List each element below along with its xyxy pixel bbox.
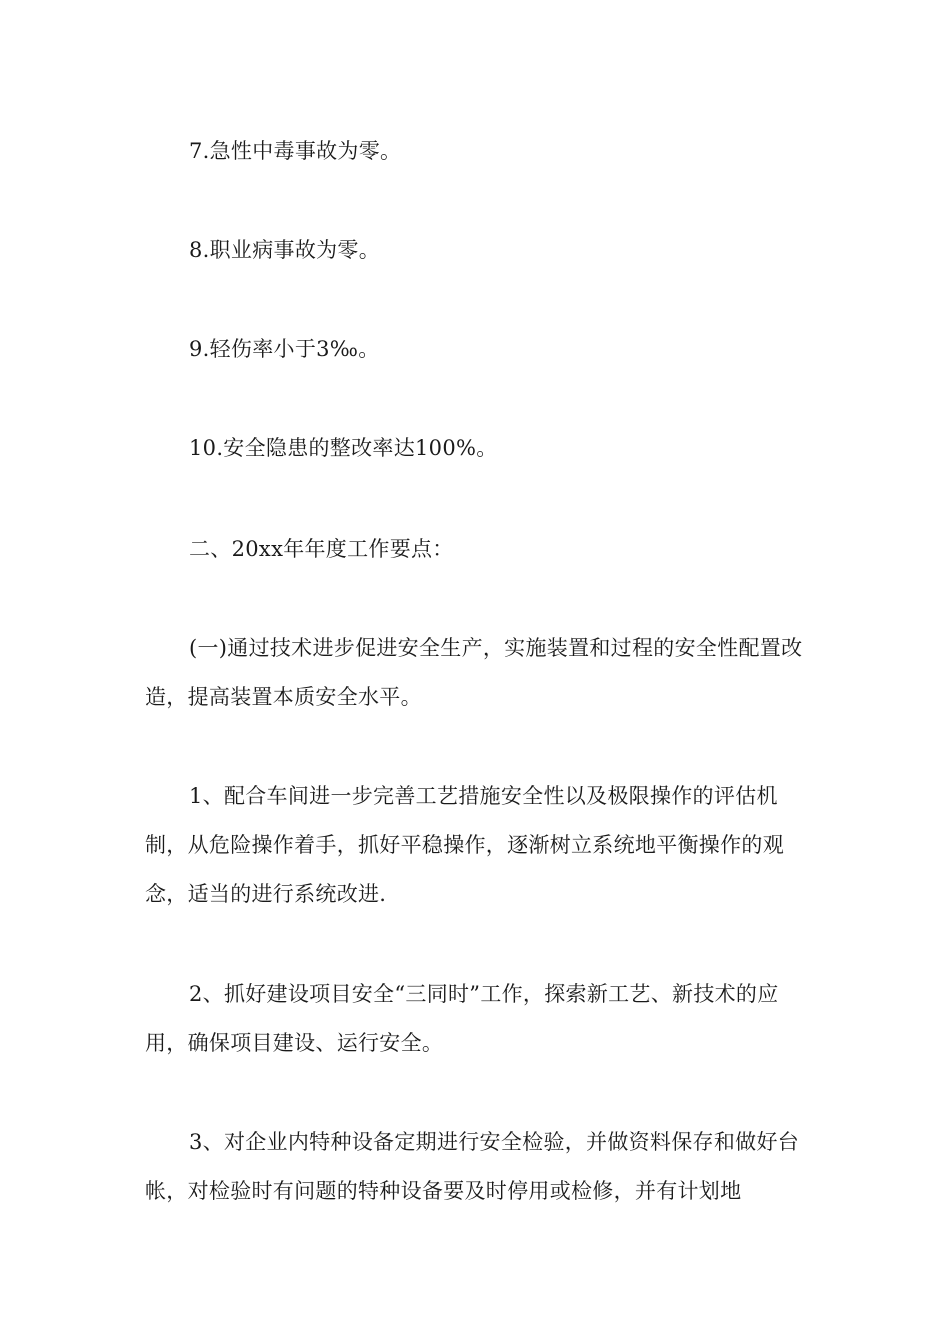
- paragraph-target-9: 9.轻伤率小于3‰。: [189, 337, 380, 361]
- section-heading-work-points: 二、20xx年年度工作要点：: [189, 537, 454, 561]
- paragraph-subsection-1: (一)通过技术进步促进安全生产，实施装置和过程的安全性配置改造，提高装置本质安全水平。: [145, 636, 803, 709]
- paragraph-item-2: 2、抓好建设项目安全“三同时”工作，探索新工艺、新技术的应用，确保项目建设、运行安全。: [145, 982, 779, 1055]
- paragraph-target-8: 8.职业病事故为零。: [189, 238, 381, 262]
- paragraph-item-3: 3、对企业内特种设备定期进行安全检验，并做资料保存和做好台帐，对检验时有问题的特种设备要及时停用或检修，并有计划地: [145, 1130, 800, 1203]
- paragraph-target-7: 7.急性中毒事故为零。: [189, 139, 402, 163]
- paragraph-item-1: 1、配合车间进一步完善工艺措施安全性以及极限操作的评估机制，从危险操作着手，抓好平稳操作，逐渐树立系统地平衡操作的观念，适当的进行系统改进.: [145, 784, 784, 906]
- paragraph-target-10: 10.安全隐患的整改率达100%。: [189, 436, 498, 460]
